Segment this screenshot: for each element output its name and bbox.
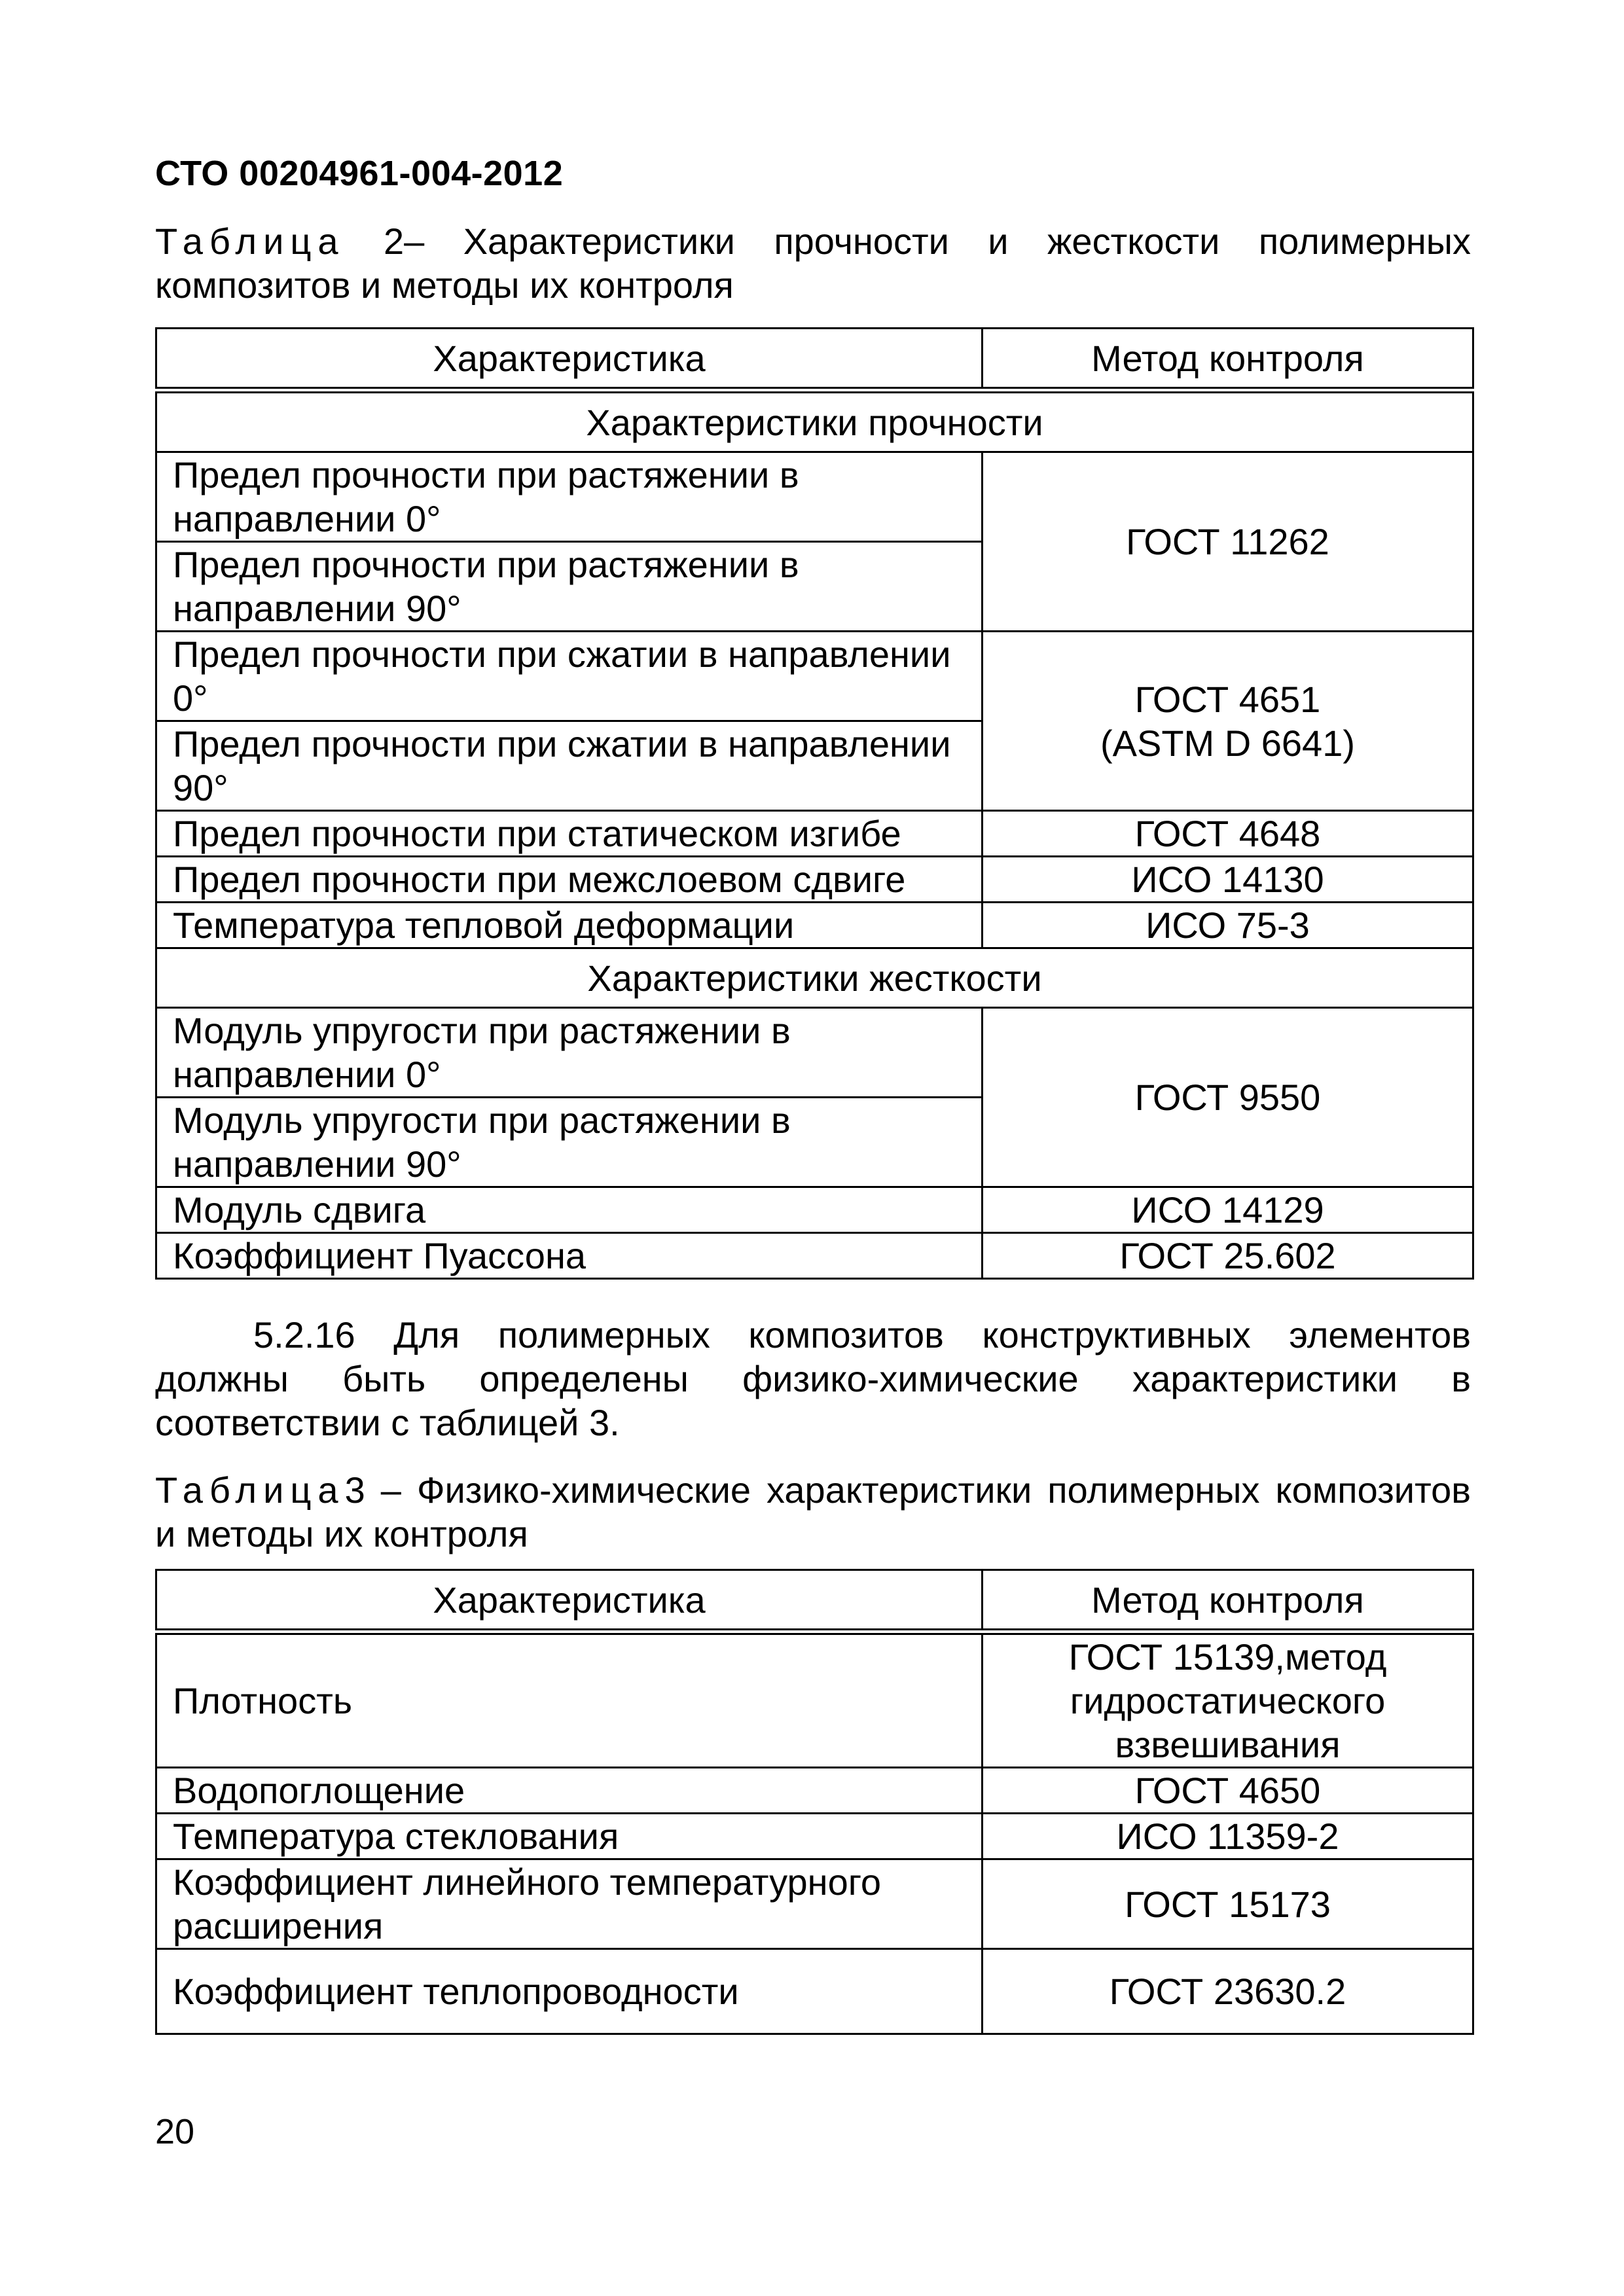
table-3 — [155, 1569, 1474, 2035]
column-header-characteristic: Характеристика — [156, 1570, 983, 1632]
method-cell: ГОСТ 4650 — [983, 1768, 1473, 1814]
page-number: 20 — [155, 2112, 195, 2151]
table-row — [156, 1768, 1473, 1814]
method-cell: ГОСТ 15173 — [983, 1859, 1473, 1949]
section-strength: Характеристики прочности — [156, 390, 1473, 452]
table3-caption-text: 3 – Физико-химические характеристики полимерных композитов и методы их контроля — [155, 1469, 1471, 1554]
method-cell: ГОСТ 15139,метод гидростатического взвешивания — [983, 1632, 1473, 1768]
table-header-row — [156, 1570, 1473, 1632]
table-header-row — [156, 329, 1473, 391]
column-header-method: Метод контроля — [983, 329, 1473, 391]
characteristic-cell: Предел прочности при растяжении в направлении 0° — [156, 452, 983, 542]
table3-caption-label: Таблица — [155, 1469, 345, 1511]
table2-caption-text: 2– Характеристики прочности и жесткости полимерных композитов и методы их контроля — [155, 221, 1471, 306]
table-row — [156, 1187, 1473, 1233]
table-row — [156, 632, 1473, 721]
table-2 — [155, 327, 1474, 1280]
table-row — [156, 1814, 1473, 1859]
table-row — [156, 811, 1473, 857]
method-cell: ИСО 75-3 — [983, 903, 1473, 948]
section-stiffness: Характеристики жесткости — [156, 948, 1473, 1008]
characteristic-cell: Плотность — [156, 1632, 983, 1768]
table-row — [156, 1008, 1473, 1098]
characteristic-cell: Коэффициент теплопроводности — [156, 1949, 983, 2034]
method-cell: ГОСТ 4648 — [983, 811, 1473, 857]
characteristic-cell: Температура стеклования — [156, 1814, 983, 1859]
method-cell: ИСО 14130 — [983, 857, 1473, 903]
table3-caption — [155, 1468, 1471, 1556]
method-cell: ГОСТ 9550 — [983, 1008, 1473, 1187]
characteristic-cell: Коэффициент Пуассона — [156, 1233, 983, 1279]
method-cell — [983, 632, 1473, 811]
characteristic-cell: Водопоглощение — [156, 1768, 983, 1814]
characteristic-cell: Коэффициент линейного температурного расширения — [156, 1859, 983, 1949]
characteristic-cell: Модуль упругости при растяжении в направлении 0° — [156, 1008, 983, 1098]
characteristic-cell: Предел прочности при сжатии в направлении 0° — [156, 632, 983, 721]
column-header-method: Метод контроля — [983, 1570, 1473, 1632]
table-row — [156, 903, 1473, 948]
characteristic-cell: Предел прочности при статическом изгибе — [156, 811, 983, 857]
method-cell: ГОСТ 25.602 — [983, 1233, 1473, 1279]
method-line: (ASTM D 6641) — [1100, 722, 1355, 764]
characteristic-cell: Предел прочности при межслоевом сдвиге — [156, 857, 983, 903]
table2-caption — [155, 219, 1471, 307]
paragraph-5-2-16: 5.2.16 Для полимерных композитов конструктивных элементов должны быть определены физико-химические характеристики в соответствии с таблицей 3. — [155, 1314, 1471, 1443]
characteristic-cell: Предел прочности при сжатии в направлении 90° — [156, 721, 983, 811]
characteristic-cell: Предел прочности при растяжении в направлении 90° — [156, 542, 983, 632]
method-cell: ИСО 11359-2 — [983, 1814, 1473, 1859]
characteristic-cell: Температура тепловой деформации — [156, 903, 983, 948]
table-row — [156, 452, 1473, 542]
column-header-characteristic: Характеристика — [156, 329, 983, 391]
characteristic-cell: Модуль упругости при растяжении в направлении 90° — [156, 1098, 983, 1187]
characteristic-cell: Модуль сдвига — [156, 1187, 983, 1233]
table-row — [156, 1632, 1473, 1768]
table-row — [156, 857, 1473, 903]
method-cell: ИСО 14129 — [983, 1187, 1473, 1233]
section-row — [156, 390, 1473, 452]
method-cell: ГОСТ 11262 — [983, 452, 1473, 632]
document-code: СТО 00204961-004-2012 — [155, 154, 564, 193]
table-row — [156, 1233, 1473, 1279]
table2-caption-label: Таблица — [155, 221, 345, 262]
table-row — [156, 1949, 1473, 2034]
method-line: ГОСТ 4651 — [1134, 678, 1321, 720]
method-cell: ГОСТ 23630.2 — [983, 1949, 1473, 2034]
table-row — [156, 1859, 1473, 1949]
section-row — [156, 948, 1473, 1008]
